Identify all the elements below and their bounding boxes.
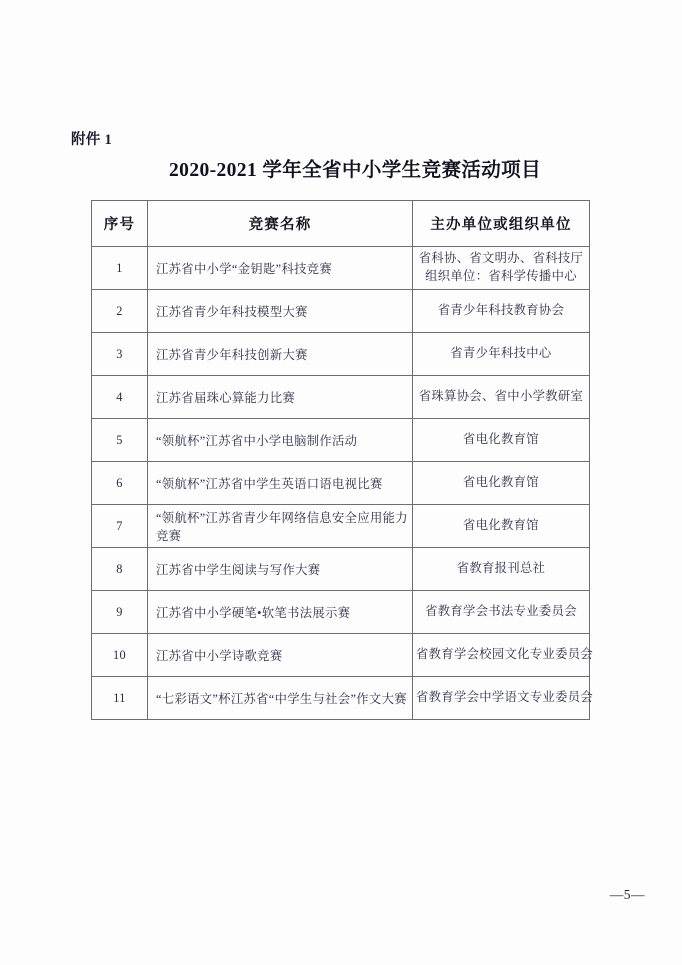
organizer-line: 省教育学会中学语文专业委员会 (416, 690, 594, 705)
cell-competition-name: 江苏省中小学诗歌竞赛 (148, 634, 413, 677)
cell-competition-name: 江苏省中学生阅读与写作大赛 (148, 548, 413, 591)
table-row (92, 376, 590, 419)
organizer-line: 省青少年科技教育协会 (437, 303, 565, 318)
cell-organizer (413, 419, 590, 462)
organizer-line: 省电化教育馆 (463, 518, 539, 533)
cell-index: 9 (92, 591, 148, 634)
cell-organizer (413, 376, 590, 419)
table-body (92, 247, 594, 720)
cell-organizer (413, 247, 590, 290)
cell-competition-name: 江苏省届珠心算能力比赛 (148, 376, 413, 419)
column-header-organizer: 主办单位或组织单位 (413, 201, 590, 247)
cell-organizer (413, 548, 590, 591)
cell-competition-name: “领航杯”江苏省中小学电脑制作活动 (148, 419, 413, 462)
table-row (92, 591, 590, 634)
table-row (92, 634, 590, 677)
cell-organizer (413, 591, 590, 634)
cell-organizer (413, 290, 590, 333)
table-row (92, 333, 590, 376)
cell-index: 4 (92, 376, 148, 419)
table-row (92, 505, 590, 548)
cell-index: 2 (92, 290, 148, 333)
organizer-line: 省珠算协会、省中小学教研室 (418, 389, 584, 404)
cell-organizer (413, 505, 590, 548)
cell-organizer (413, 677, 594, 720)
cell-organizer (413, 634, 594, 677)
cell-competition-name: “七彩语文”杯江苏省“中学生与社会”作文大赛 (148, 677, 413, 720)
competition-table (91, 200, 594, 720)
cell-index: 6 (92, 462, 148, 505)
cell-competition-name: 江苏省青少年科技创新大赛 (148, 333, 413, 376)
organizer-line: 省电化教育馆 (463, 475, 539, 490)
column-header-name: 竞赛名称 (148, 201, 413, 247)
page-number: —5— (609, 887, 645, 902)
table-row (92, 419, 590, 462)
organizer-line: 省教育学会校园文化专业委员会 (416, 647, 594, 662)
cell-organizer (413, 462, 590, 505)
page-title: 2020-2021 学年全省中小学生竞赛活动项目 (169, 160, 541, 181)
table-row (92, 462, 590, 505)
organizer-line: 省教育报刊总社 (456, 561, 546, 576)
cell-organizer (413, 333, 590, 376)
cell-competition-name: “领航杯”江苏省青少年网络信息安全应用能力竞赛 (148, 505, 413, 548)
organizer-line: 省教育学会书法专业委员会 (425, 604, 577, 619)
competition-table-container (91, 200, 594, 720)
attachment-label: 附件 1 (71, 132, 113, 148)
table-row (92, 548, 590, 591)
table-header (92, 201, 590, 247)
organizer-line: 省青少年科技中心 (450, 346, 552, 361)
cell-index: 7 (92, 505, 148, 548)
organizer-line: 省科协、省文明办、省科技厅 (418, 251, 584, 266)
cell-index: 11 (92, 677, 148, 720)
cell-index: 3 (92, 333, 148, 376)
organizer-line: 省电化教育馆 (463, 432, 539, 447)
cell-competition-name: 江苏省中小学“金钥匙”科技竞赛 (148, 247, 413, 290)
table-row (92, 247, 590, 290)
table-row (92, 677, 590, 720)
cell-index: 10 (92, 634, 148, 677)
table-row (92, 290, 590, 333)
cell-index: 8 (92, 548, 148, 591)
cell-index: 1 (92, 247, 148, 290)
organizer-line: 组织单位：省科学传播中心 (425, 269, 577, 283)
cell-competition-name: 江苏省青少年科技模型大赛 (148, 290, 413, 333)
cell-competition-name: “领航杯”江苏省中学生英语口语电视比赛 (148, 462, 413, 505)
cell-competition-name: 江苏省中小学硬笔•软笔书法展示赛 (148, 591, 413, 634)
column-header-index: 序号 (92, 201, 148, 247)
cell-index: 5 (92, 419, 148, 462)
table-header-row (92, 201, 590, 247)
